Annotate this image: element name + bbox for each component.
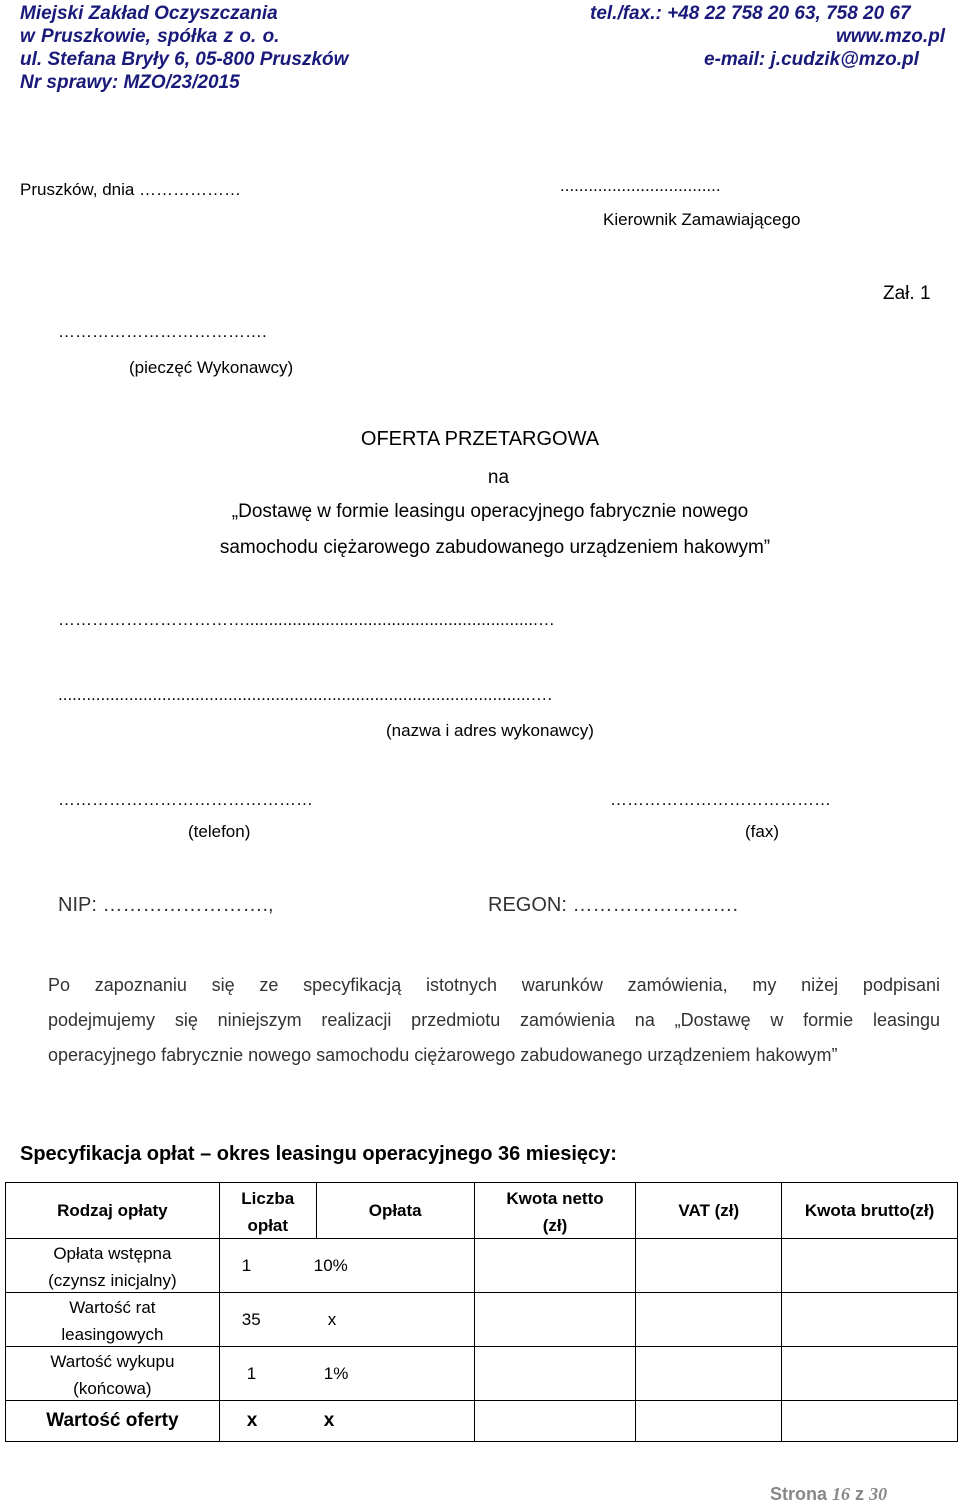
org-name-line1: Miejski Zakład Oczyszczania — [20, 3, 278, 24]
count-fee-cell — [219, 1293, 474, 1347]
fee-type-cell — [6, 1239, 220, 1293]
phone-dots: ……………………………………… — [58, 790, 313, 809]
count-value: 1 — [241, 1255, 252, 1275]
gross-cell[interactable] — [782, 1293, 958, 1347]
page-separator: z — [855, 1484, 865, 1504]
declaration-paragraph — [48, 968, 940, 1073]
fees-table — [5, 1182, 958, 1442]
table-row — [6, 1347, 958, 1401]
declaration-line: podejmujemy się niniejszym realizacji przedmiotu zamówienia na „Dostawę w formie leasingu — [48, 1010, 940, 1030]
offer-subject-line2: samochodu ciężarowego zabudowanego urządzeniem hakowym” — [219, 537, 771, 558]
header-count — [219, 1183, 316, 1239]
header-net-line2: (zł) — [542, 1216, 568, 1235]
phone-fax: tel./fax.: +48 22 758 20 63, 758 20 67 — [590, 3, 911, 24]
header-net-line1: Kwota netto — [506, 1189, 604, 1208]
case-number: Nr sprawy: MZO/23/2015 — [20, 72, 240, 93]
net-cell[interactable] — [474, 1293, 636, 1347]
page-number — [770, 1484, 887, 1505]
table-row — [6, 1293, 958, 1347]
total-pages: 30 — [869, 1484, 888, 1504]
org-address: ul. Stefana Bryły 6, 05-800 Pruszków — [20, 49, 349, 70]
fax-label: (fax) — [745, 822, 779, 841]
fee-type-line2: leasingowych — [61, 1325, 164, 1344]
header-fee-type: Rodzaj opłaty — [6, 1183, 220, 1239]
recipient-label: Kierownik Zamawiającego — [603, 210, 801, 229]
table-row — [6, 1239, 958, 1293]
fee-type-cell — [6, 1293, 220, 1347]
total-row — [6, 1401, 958, 1442]
contractor-label: (nazwa i adres wykonawcy) — [386, 721, 594, 740]
declaration-line: operacyjnego fabrycznie nowego samochodu ciężarowego zabudowanego urządzeniem hakowym” — [48, 1045, 838, 1065]
stamp-dots: ………………………………. — [58, 322, 267, 341]
vat-cell[interactable] — [636, 1293, 782, 1347]
org-name-line2: w Pruszkowie, spółka z o. o. — [20, 26, 280, 47]
count-value: 35 — [241, 1309, 261, 1329]
website-link[interactable]: www.mzo.pl — [836, 26, 946, 47]
count-fee-cell — [219, 1347, 474, 1401]
spec-heading: Specyfikacja opłat – okres leasingu operacyjnego 36 miesięcy: — [20, 1143, 617, 1165]
offer-title-na: na — [487, 467, 510, 488]
header-count-line2: opłat — [247, 1216, 289, 1235]
total-gross-cell[interactable] — [782, 1401, 958, 1442]
vat-cell[interactable] — [636, 1239, 782, 1293]
fee-type-cell — [6, 1347, 220, 1401]
phone-label: (telefon) — [188, 822, 251, 841]
attachment-number: Zał. 1 — [883, 283, 931, 304]
fax-dots: ………………………………… — [610, 790, 831, 809]
contractor-address-dots: ....................................................................................................…. — [58, 685, 553, 704]
declaration-line: Po zapoznaniu się ze specyfikacją istotnych warunków zamówienia, my niżej podpisani — [48, 975, 940, 995]
total-count: x — [246, 1410, 258, 1431]
place-date: Pruszków, dnia ……………… — [20, 180, 242, 199]
vat-cell[interactable] — [636, 1347, 782, 1401]
offer-title: OFERTA PRZETARGOWA — [360, 428, 600, 450]
fee-type-line2: (czynsz inicjalny) — [48, 1271, 177, 1290]
fee-type-line1: Opłata wstępna — [53, 1244, 172, 1263]
header-vat: VAT (zł) — [636, 1183, 782, 1239]
total-label: Wartość oferty — [6, 1401, 220, 1442]
header-gross: Kwota brutto(zł) — [782, 1183, 958, 1239]
net-cell[interactable] — [474, 1239, 636, 1293]
header-fee: Opłata — [316, 1183, 474, 1239]
gross-cell[interactable] — [782, 1239, 958, 1293]
header-net — [474, 1183, 636, 1239]
fee-value: x — [327, 1309, 337, 1329]
table-header-row — [6, 1183, 958, 1239]
page-prefix: Strona — [770, 1484, 828, 1504]
regon-field: REGON: ……………………. — [488, 894, 739, 916]
total-vat-cell[interactable] — [636, 1401, 782, 1442]
fee-value: 1% — [323, 1363, 349, 1383]
fee-value: 10% — [313, 1255, 348, 1275]
offer-subject-line1: „Dostawę w formie leasingu operacyjnego fabrycznie nowego — [231, 501, 749, 522]
total-net-cell[interactable] — [474, 1401, 636, 1442]
count-value: 1 — [246, 1363, 257, 1383]
header-count-line1: Liczba — [241, 1189, 295, 1208]
gross-cell[interactable] — [782, 1347, 958, 1401]
nip-field: NIP: ……………………., — [58, 894, 274, 916]
current-page: 16 — [832, 1484, 851, 1504]
stamp-label: (pieczęć Wykonawcy) — [129, 358, 294, 377]
fee-type-line1: Wartość rat — [69, 1298, 156, 1317]
contractor-name-dots: ……………………………..............................................................… — [58, 610, 555, 629]
count-fee-cell — [219, 1239, 474, 1293]
email-link[interactable]: e-mail: j.cudzik@mzo.pl — [704, 49, 919, 70]
recipient-dots: .................................. — [560, 176, 721, 195]
fee-type-line1: Wartość wykupu — [50, 1352, 175, 1371]
fee-type-line2: (końcowa) — [73, 1379, 152, 1398]
net-cell[interactable] — [474, 1347, 636, 1401]
total-count-fee-cell — [219, 1401, 474, 1442]
total-fee: x — [323, 1410, 335, 1431]
